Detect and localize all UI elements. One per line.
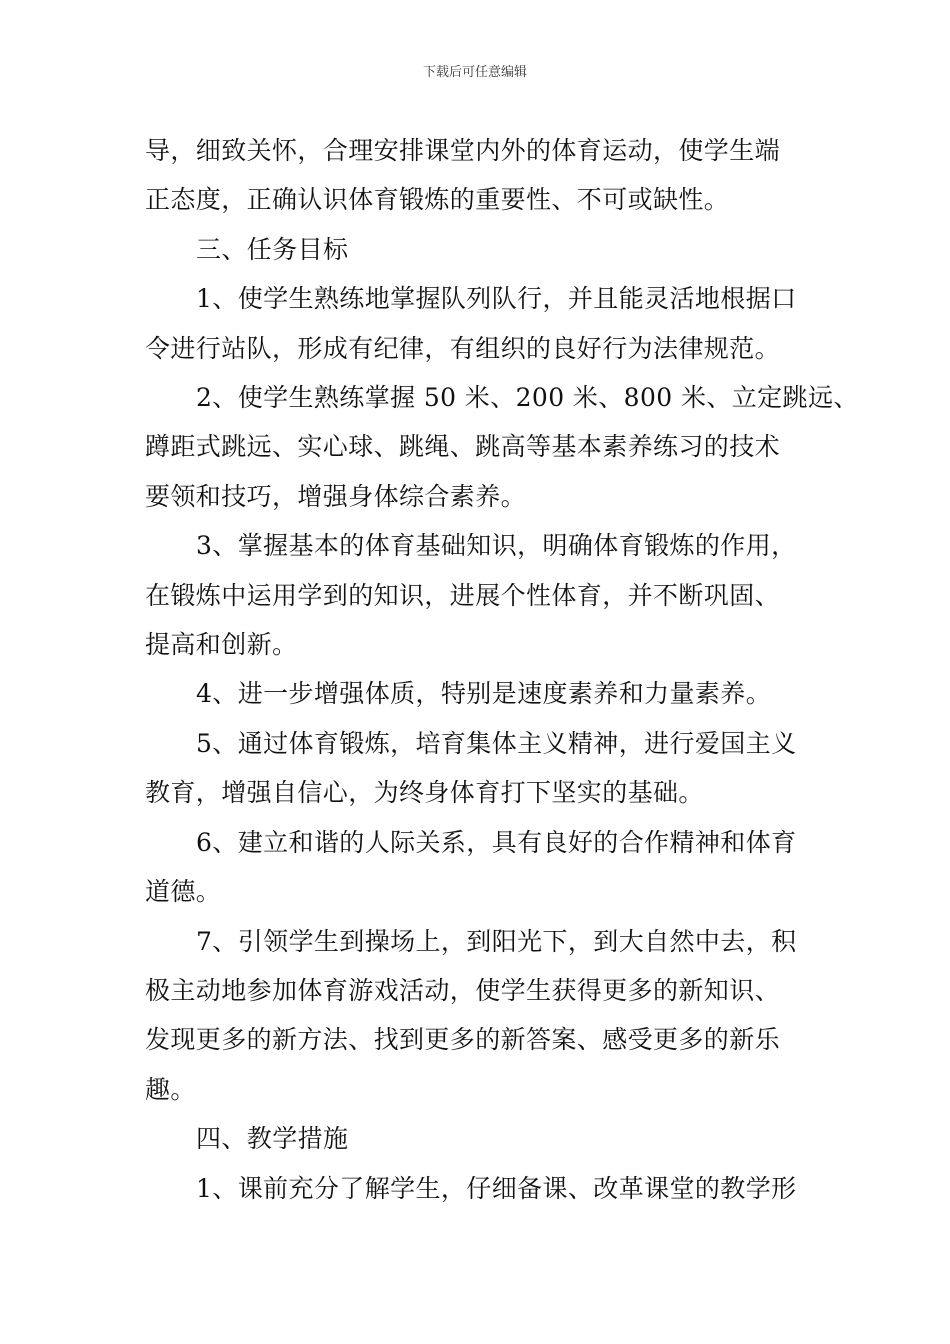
text-line: 令进行站队，形成有纪律，有组织的良好行为法律规范。: [145, 333, 781, 363]
document-body: [145, 126, 859, 1213]
heading-text: 三、任务目标: [196, 234, 349, 264]
goal-item-2: [145, 373, 859, 521]
text-line: 1、使学生熟练地掌握队列队行，并且能灵活地根据口: [196, 284, 797, 314]
text-line: 极主动地参加体育游戏活动，使学生获得更多的新知识、: [145, 975, 781, 1005]
page-header: 下载后可任意编辑: [422, 65, 527, 80]
heading-text: 四、教学措施: [196, 1124, 349, 1154]
goal-item-3: [145, 521, 825, 669]
text-line: 1、课前充分了解学生，仔细备课、改革课堂的教学形: [196, 1173, 797, 1203]
text-line: 5、通过体育锻炼，培育集体主义精神，进行爱国主义: [196, 728, 797, 758]
text-line: 提高和创新。: [145, 630, 298, 660]
goal-item-4: [145, 669, 825, 718]
goal-item-5: [145, 719, 825, 818]
goal-item-7: [145, 917, 825, 1115]
section-heading-measures: [145, 1114, 825, 1163]
text-line: 正态度，正确认识体育锻炼的重要性、不可或缺性。: [145, 185, 730, 215]
text-line: 要领和技巧，增强身体综合素养。: [145, 481, 527, 511]
text-line: 6、建立和谐的人际关系，具有良好的合作精神和体育: [196, 827, 797, 857]
text-line: 导，细致关怀，合理安排课堂内外的体育运动，使学生端: [145, 136, 781, 165]
text-line: 蹲距式跳远、实心球、跳绳、跳高等基本素养练习的技术: [145, 432, 781, 462]
goal-item-6: [145, 818, 825, 917]
text-line: 教育，增强自信心，为终身体育打下坚实的基础。: [145, 778, 704, 808]
measure-item-1: [145, 1164, 825, 1213]
text-line: 发现更多的新方法、找到更多的新答案、感受更多的新乐: [145, 1025, 781, 1055]
paragraph-continuation: [145, 126, 825, 225]
text-line: 趣。: [145, 1074, 196, 1104]
goal-item-1: [145, 274, 825, 373]
text-line: 在锻炼中运用学到的知识，进展个性体育，并不断巩固、: [145, 580, 781, 610]
text-line: 2、使学生熟练掌握 50 米、200 米、800 米、立定跳远、: [196, 383, 859, 413]
text-line: 4、进一步增强体质，特别是速度素养和力量素养。: [196, 679, 772, 709]
text-line: 7、引领学生到操场上，到阳光下，到大自然中去，积: [196, 926, 797, 956]
section-heading-goals: [145, 225, 825, 274]
text-line: 3、掌握基本的体育基础知识，明确体育锻炼的作用，: [196, 531, 797, 561]
text-line: 道德。: [145, 877, 222, 907]
